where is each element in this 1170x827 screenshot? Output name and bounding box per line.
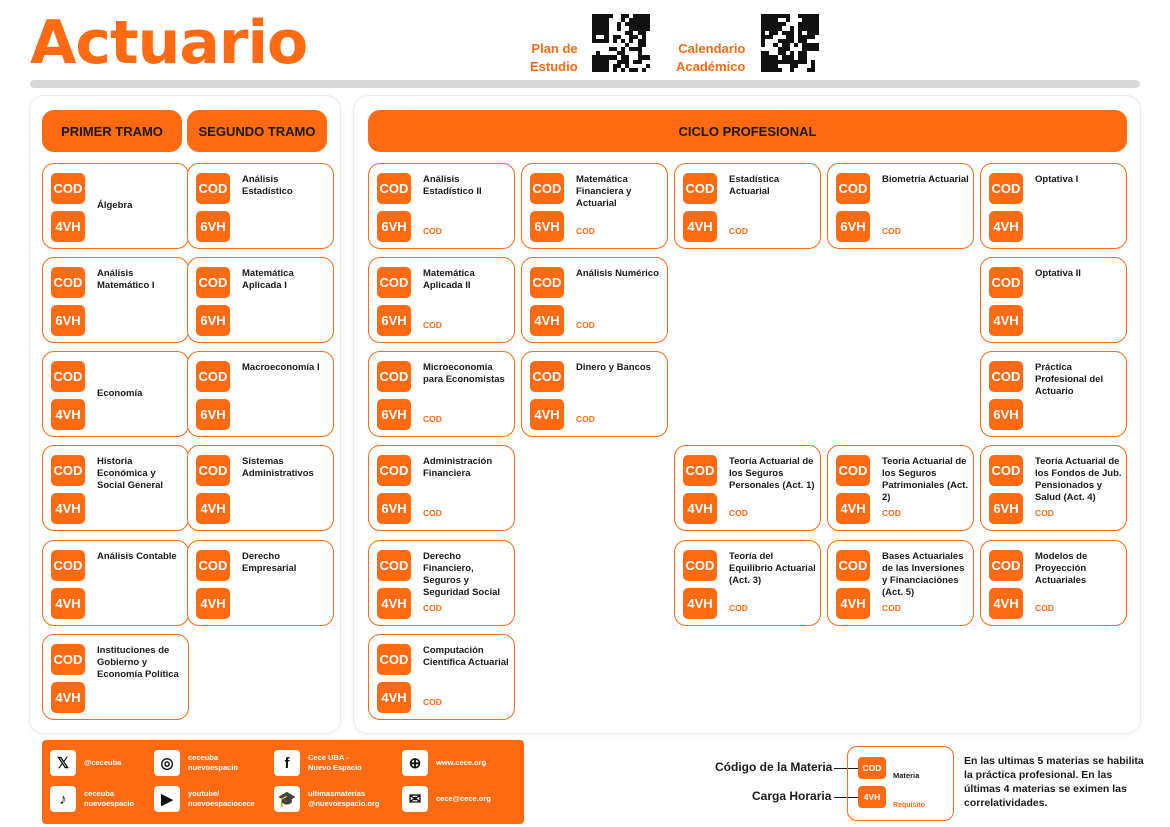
course-name: Derecho Empresarial	[242, 551, 297, 574]
legend-card	[847, 746, 954, 821]
course-requirement: COD	[423, 320, 442, 330]
course-name: Matemática Financiera y Actuarial	[576, 174, 632, 209]
course-hours-badge: 4VH	[51, 588, 85, 619]
course-name: Biometría Actuarial	[882, 174, 969, 185]
social-link-text: cece@cece.org	[436, 794, 491, 803]
social-link[interactable]	[154, 786, 255, 812]
course-name: Derecho Financiero, Seguros y Seguridad Social	[423, 551, 501, 598]
qr1-line1: Plan de	[531, 41, 578, 56]
course-card	[42, 257, 189, 343]
course-card	[521, 163, 668, 249]
course-requirement: COD	[1035, 603, 1054, 613]
course-card	[980, 257, 1127, 343]
course-requirement: COD	[729, 226, 748, 236]
legend-vh-badge: 4VH	[858, 786, 886, 808]
course-hours-badge: 6VH	[989, 493, 1023, 524]
course-hours-badge: 6VH	[836, 211, 870, 242]
course-card	[187, 351, 334, 437]
facebook-icon: f	[274, 750, 300, 776]
course-name: Teoría del Equilibrio Actuarial (Act. 3)	[729, 551, 816, 586]
mail-icon: ✉	[402, 786, 428, 812]
legend-materia-text: Materia	[893, 771, 920, 780]
course-hours-badge: 4VH	[530, 305, 564, 336]
course-requirement: COD	[1035, 508, 1054, 518]
course-card	[368, 445, 515, 531]
course-hours-badge: 6VH	[377, 305, 411, 336]
qr1-line2: Estudio	[530, 59, 578, 74]
legend-codigo-label: Código de la Materia	[715, 760, 833, 774]
course-hours-badge: 4VH	[683, 211, 717, 242]
course-requirement: COD	[576, 414, 595, 424]
course-name: Dinero y Bancos	[576, 362, 651, 373]
course-code-badge: COD	[51, 173, 85, 204]
course-name: Bases Actuariales de las Inversiones y Financiaciónes (Act. 5)	[882, 551, 965, 598]
course-code-badge: COD	[989, 550, 1023, 581]
course-hours-badge: 4VH	[51, 493, 85, 524]
course-name: Matemática Aplicada I	[242, 268, 294, 291]
course-requirement: COD	[423, 697, 442, 707]
course-code-badge: COD	[530, 267, 564, 298]
course-name: Optativa I	[1035, 174, 1079, 185]
social-link[interactable]	[274, 786, 380, 812]
course-name: Microeconomía para Economistas	[423, 362, 505, 385]
course-name: Administración Financiera	[423, 456, 493, 479]
course-code-badge: COD	[683, 173, 717, 204]
social-link[interactable]	[154, 750, 238, 776]
course-card	[187, 257, 334, 343]
course-name: Análisis Estadístico	[242, 174, 293, 197]
course-hours-badge: 6VH	[196, 211, 230, 242]
course-card	[187, 540, 334, 626]
social-link[interactable]	[50, 786, 134, 812]
course-card	[368, 540, 515, 626]
course-card	[368, 257, 515, 343]
instagram-icon: ◎	[154, 750, 180, 776]
course-name: Teoría Actuarial de los Seguros Patrimoniales (Act. 2)	[882, 456, 969, 503]
course-requirement: COD	[423, 414, 442, 424]
social-link-text: @ceceuba	[84, 758, 122, 767]
course-card	[674, 163, 821, 249]
globe-icon: ⊕	[402, 750, 428, 776]
course-requirement: COD	[423, 508, 442, 518]
course-name: Teoría Actuarial de los Fondos de Jub. Pensionados y Salud (Act. 4)	[1035, 456, 1122, 503]
course-name: Álgebra	[97, 200, 133, 211]
course-requirement: COD	[423, 226, 442, 236]
calendario-academico-qr-code[interactable]	[761, 14, 819, 72]
legend-carga-label: Carga Horaria	[752, 789, 832, 803]
social-link-text: www.cece.org	[436, 758, 487, 767]
qr2-line1: Calendario	[678, 41, 746, 56]
course-card	[521, 351, 668, 437]
course-card	[187, 163, 334, 249]
course-card	[980, 445, 1127, 531]
course-card	[980, 540, 1127, 626]
course-name: Práctica Profesional del Actuario	[1035, 362, 1104, 397]
course-hours-badge: 4VH	[989, 305, 1023, 336]
course-card	[42, 634, 189, 720]
course-name: Análisis Numérico	[576, 268, 659, 279]
course-name: Estadística Actuarial	[729, 174, 780, 197]
course-requirement: COD	[729, 603, 748, 613]
course-hours-badge: 4VH	[51, 682, 85, 713]
social-link-text: ceceuba nuevoespacio	[84, 789, 135, 808]
course-name: Análisis Estadístico II	[423, 174, 482, 197]
course-hours-badge: 6VH	[530, 211, 564, 242]
course-card	[521, 257, 668, 343]
course-code-badge: COD	[989, 267, 1023, 298]
course-hours-badge: 4VH	[683, 493, 717, 524]
course-hours-badge: 4VH	[836, 588, 870, 619]
course-hours-badge: 6VH	[196, 305, 230, 336]
course-card	[827, 163, 974, 249]
course-name: Teoría Actuarial de los Seguros Personales (Act. 1)	[729, 456, 815, 491]
legend-requisito-text: Requisito	[893, 802, 925, 809]
course-requirement: COD	[423, 603, 442, 613]
course-hours-badge: 4VH	[196, 588, 230, 619]
course-code-badge: COD	[530, 173, 564, 204]
course-requirement: COD	[576, 226, 595, 236]
course-name: Análisis Matemático I	[97, 268, 155, 291]
course-card	[674, 445, 821, 531]
graduation-cap-icon: 🎓	[274, 786, 300, 812]
course-hours-badge: 4VH	[989, 211, 1023, 242]
x-icon: 𝕏	[50, 750, 76, 776]
course-hours-badge: 4VH	[989, 588, 1023, 619]
course-code-badge: COD	[51, 361, 85, 392]
course-code-badge: COD	[51, 644, 85, 675]
course-code-badge: COD	[989, 361, 1023, 392]
course-card	[980, 351, 1127, 437]
course-hours-badge: 4VH	[196, 493, 230, 524]
course-code-badge: COD	[989, 455, 1023, 486]
course-name: Historia Económica y Social General	[97, 456, 164, 491]
course-code-badge: COD	[683, 455, 717, 486]
plan-de-estudio-label	[530, 40, 578, 76]
social-link[interactable]	[402, 786, 491, 812]
course-requirement: COD	[882, 603, 901, 613]
course-code-badge: COD	[196, 361, 230, 392]
ciclo-profesional-header: CICLO PROFESIONAL	[368, 110, 1127, 152]
course-code-badge: COD	[377, 267, 411, 298]
course-requirement: COD	[882, 226, 901, 236]
course-code-badge: COD	[377, 361, 411, 392]
course-hours-badge: 6VH	[196, 399, 230, 430]
course-code-badge: COD	[196, 173, 230, 204]
course-card	[187, 445, 334, 531]
course-name: Optativa II	[1035, 268, 1081, 279]
segundo-tramo-header: SEGUNDO TRAMO	[187, 110, 327, 152]
course-hours-badge: 4VH	[836, 493, 870, 524]
course-hours-badge: 4VH	[530, 399, 564, 430]
qr2-line2: Académico	[676, 59, 746, 74]
course-hours-badge: 6VH	[989, 399, 1023, 430]
course-card	[368, 351, 515, 437]
course-requirement: COD	[576, 320, 595, 330]
course-hours-badge: 6VH	[377, 493, 411, 524]
course-requirement: COD	[882, 508, 901, 518]
course-name: Matemática Aplicada II	[423, 268, 475, 291]
course-name: Macroeconomía I	[242, 362, 320, 373]
course-code-badge: COD	[530, 361, 564, 392]
course-hours-badge: 6VH	[51, 305, 85, 336]
social-link-text: ceceuba nuevoespacio	[188, 753, 239, 772]
course-card	[42, 163, 189, 249]
course-card	[980, 163, 1127, 249]
course-hours-badge: 4VH	[377, 682, 411, 713]
course-code-badge: COD	[51, 455, 85, 486]
course-name: Economía	[97, 388, 143, 399]
course-code-badge: COD	[377, 455, 411, 486]
course-card	[42, 445, 189, 531]
social-link-text: Cece UBA - Nuevo Espacio	[308, 753, 362, 772]
course-name: Computación Científica Actuarial	[423, 645, 509, 668]
course-code-badge: COD	[836, 173, 870, 204]
social-link-text: youtube/ nuevoespaciocece	[188, 789, 255, 808]
course-card	[42, 351, 189, 437]
course-code-badge: COD	[377, 550, 411, 581]
legend-note: En las ultimas 5 materias se habilita la práctica profesional. En las últimas 4 materias se eximen las correlatividades.	[964, 755, 1144, 809]
social-link[interactable]	[274, 750, 362, 776]
youtube-icon: ▶	[154, 786, 180, 812]
primer-tramo-header: PRIMER TRAMO	[42, 110, 182, 152]
course-code-badge: COD	[196, 267, 230, 298]
course-code-badge: COD	[377, 644, 411, 675]
course-card	[42, 540, 189, 626]
course-requirement: COD	[729, 508, 748, 518]
course-hours-badge: 4VH	[683, 588, 717, 619]
header-divider	[30, 80, 1140, 88]
course-code-badge: COD	[836, 550, 870, 581]
course-card	[827, 540, 974, 626]
social-link-text: ultimasmaterias @nuevoespacio.org	[308, 789, 380, 808]
course-card	[368, 634, 515, 720]
course-code-badge: COD	[196, 550, 230, 581]
course-hours-badge: 4VH	[377, 588, 411, 619]
course-name: Instituciones de Gobierno y Economía Política	[97, 645, 179, 680]
course-code-badge: COD	[377, 173, 411, 204]
course-hours-badge: 4VH	[51, 399, 85, 430]
social-links-box	[42, 740, 524, 824]
course-code-badge: COD	[51, 267, 85, 298]
plan-de-estudio-qr-code[interactable]	[592, 14, 650, 72]
course-hours-badge: 6VH	[377, 211, 411, 242]
calendario-academico-label	[676, 40, 745, 76]
page-title: Actuario	[30, 8, 308, 78]
course-card	[827, 445, 974, 531]
tiktok-icon: ♪	[50, 786, 76, 812]
course-code-badge: COD	[196, 455, 230, 486]
legend-cod-badge: COD	[858, 757, 886, 779]
course-name: Análisis Contable	[97, 551, 177, 562]
course-code-badge: COD	[836, 455, 870, 486]
social-link[interactable]	[402, 750, 486, 776]
course-card	[368, 163, 515, 249]
course-name: Modelos de Proyección Actuariales	[1035, 551, 1088, 586]
course-name: Sistemas Administrativos	[242, 456, 314, 479]
course-code-badge: COD	[989, 173, 1023, 204]
social-link[interactable]	[50, 750, 121, 776]
course-code-badge: COD	[683, 550, 717, 581]
course-hours-badge: 6VH	[377, 399, 411, 430]
course-code-badge: COD	[51, 550, 85, 581]
course-card	[674, 540, 821, 626]
course-hours-badge: 4VH	[51, 211, 85, 242]
